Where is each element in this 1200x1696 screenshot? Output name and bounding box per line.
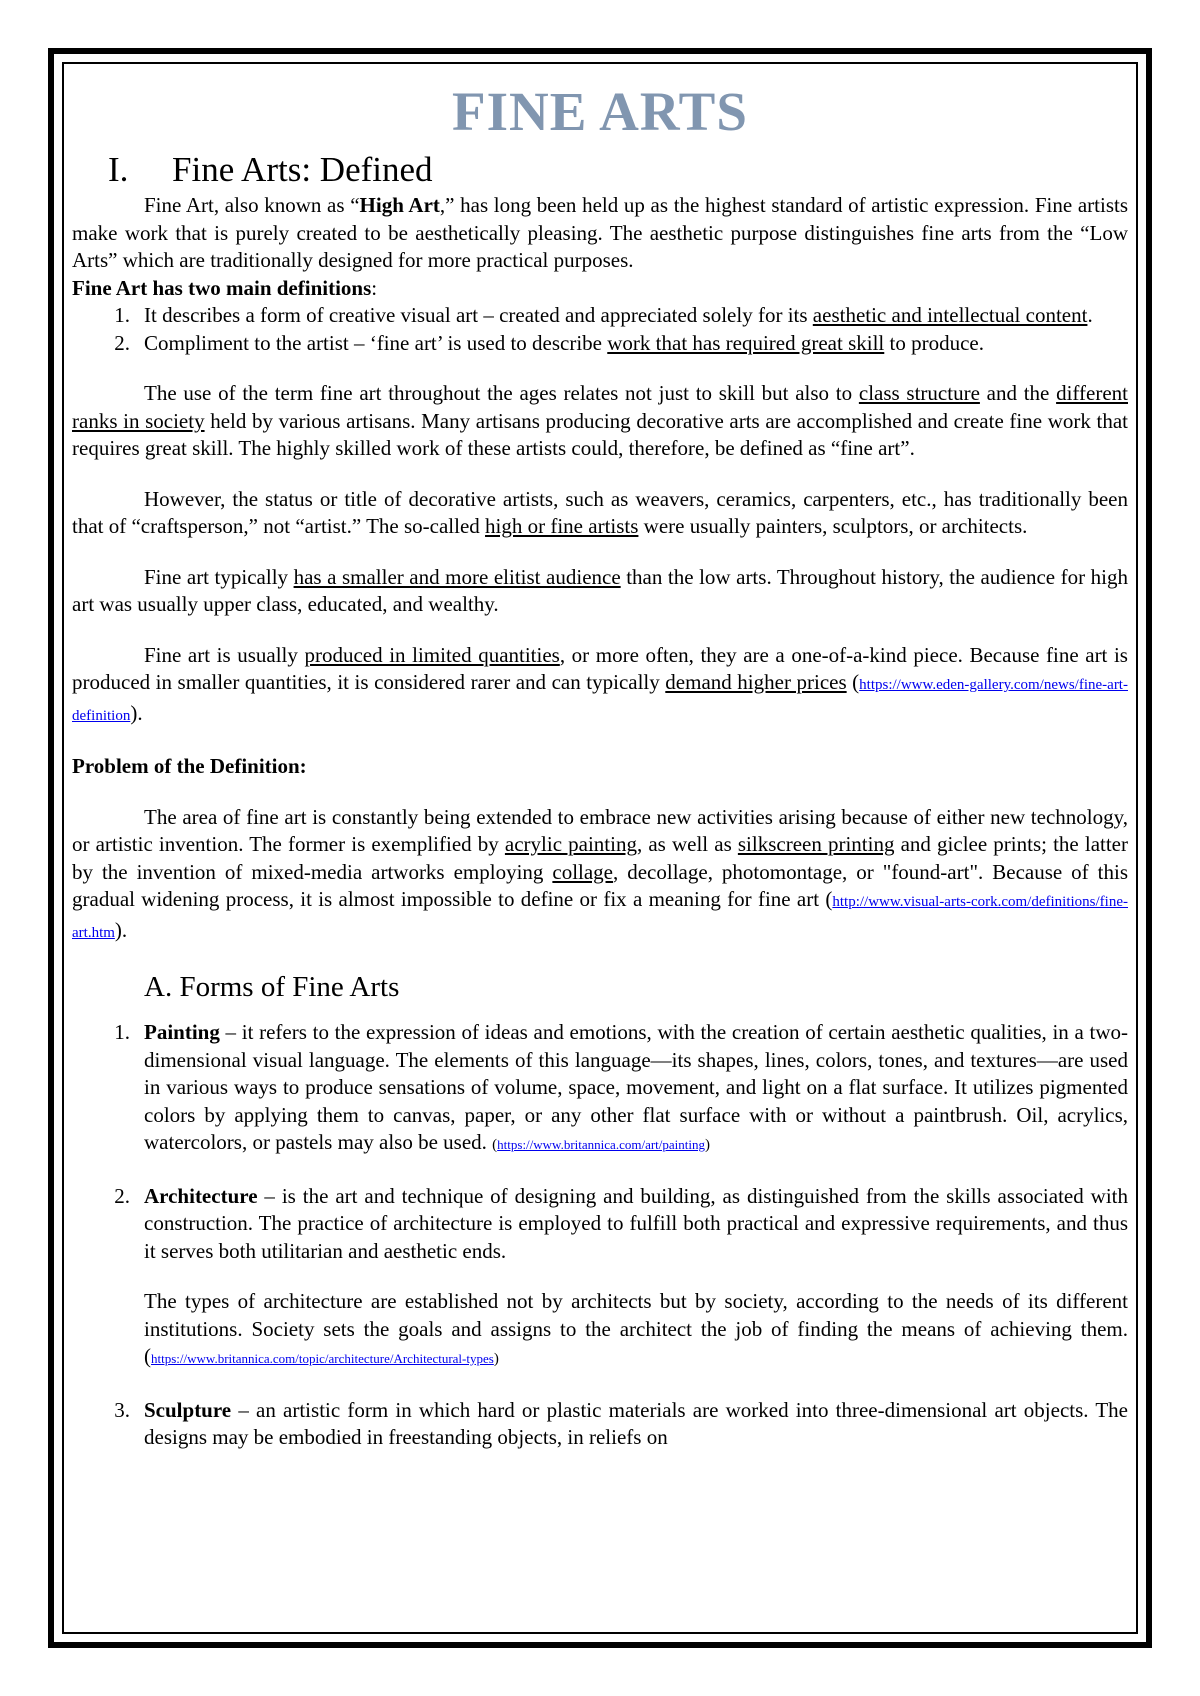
list-item-text [144,1397,1128,1452]
p2-underline-1: class structure [858,381,980,405]
p3-text-b: were usually painters, sculptors, or architects. [638,514,1028,538]
definitions-title [72,275,1128,303]
list-number: 3. [114,1397,130,1422]
list-item [72,330,1128,358]
p3-text-a: However, the status or title of decorative artists, such as weavers, ceramics, carpenters, etc., has traditionally been that of “craftsperson,” not “artist.” The so-called [72,486,1128,538]
def2-end: to produce. [884,330,984,355]
section-title: Fine Arts: Defined [172,150,433,189]
list-number: 2. [114,330,130,355]
forms-list-2 [72,1183,1128,1266]
p5-underline-1: produced in limited quantities [304,642,560,667]
document-title: FINE ARTS [452,81,748,142]
problem-paragraph [72,804,1128,948]
high-art-term: High Art [359,193,440,217]
class-structure-paragraph [72,380,1128,463]
visual-arts-cork-link[interactable]: http://www.visual-arts-cork.com/definitions/fine-art.htm [72,894,1128,941]
definitions-title-colon: : [371,275,378,300]
sculpture-text: – an artistic form in which hard or plastic materials are worked into three-dimensional art objects. The designs may be embodied in freestanding objects, in reliefs on [144,1397,1128,1449]
p2-underline-2: different ranks in society [72,381,1128,433]
p6-text-d: , decollage, photomontage, or "found-art". Because of this gradual widening process, it is almost impossible to define or fix a meaning for fine art ( [72,859,1128,911]
p6-underline-2: silkscreen printing [737,832,895,856]
forms-list-3 [72,1397,1128,1452]
p6-underline-1: acrylic painting [504,832,637,856]
def1-underline: aesthetic and intellectual content [812,303,1088,327]
problem-title [72,753,1128,781]
sculpture-term: Sculpture [144,1397,232,1422]
britannica-architecture-link[interactable]: https://www.britannica.com/topic/architecture/Architectural-types [151,1351,494,1366]
p3-underline: high or fine artists [485,514,639,538]
list-number: 1. [114,303,130,327]
list-number: 2. [114,1183,130,1208]
p4-text-a: Fine art typically [144,564,294,589]
definitions-list [72,302,1128,357]
craftsperson-paragraph [72,486,1128,541]
list-item-text [144,1019,1128,1160]
list-item-text [144,330,1128,358]
quantities-paragraph [72,642,1128,731]
p4-underline: has a smaller and more elitist audience [293,564,621,589]
intro-paragraph [72,192,1128,275]
def2-underline: work that has required great skill [607,330,885,355]
architecture-term: Architecture [144,1183,258,1208]
problem-title-text: Problem of the Definition: [72,754,307,778]
list-item [72,302,1128,330]
def1-text: It describes a form of creative visual art – created and appreciated solely for its [144,303,813,327]
section-heading [72,148,1128,192]
def1-end: . [1087,303,1093,327]
intro-text-a: Fine Art, also known as “ [144,193,360,217]
def2-text: Compliment to the artist – ‘fine art’ is used to describe [144,330,608,355]
p2-text-a: The use of the term fine art throughout the ages relates not just to skill but also to [144,381,859,405]
p6-underline-3: collage [552,859,614,884]
p5-text-a: Fine art is usually [144,642,305,667]
p2-text-b: and the [979,381,1057,405]
painting-link-close: ) [705,1137,710,1153]
forms-list [72,1019,1128,1160]
list-item [72,1019,1128,1160]
intro-text-b: ,” has long been held up as the highest standard of artistic expression. Fine artists make work that is purely created to be aesthetically pleasing. The aesthetic purpose distinguishes fine arts from the “Low Arts” which are traditionally designed for more practical purposes. [72,193,1128,272]
p6-text-b: , as well as [636,832,738,856]
section-number: I. [108,150,129,189]
eden-gallery-link[interactable]: https://www.eden-gallery.com/news/fine-art-definition [72,677,1128,724]
list-number: 1. [114,1020,130,1044]
p5-text-d: ). [130,700,143,725]
p6-text-c: and giclee prints; the latter by the invention of mixed-media artworks employing [72,832,1128,884]
architecture-types-paragraph [72,1288,1128,1374]
definitions-title-bold: Fine Art has two main definitions [72,275,372,300]
list-item [72,1183,1128,1266]
document-content [72,70,1128,1630]
architecture-text: – is the art and technique of designing and building, as distinguished from the skills associated with construction. The practice of architecture is employed to fulfill both practical and expressive requirements, and thus it serves both utilitarian and aesthetic ends. [144,1183,1128,1263]
architecture-types-text: The types of architecture are established not by architects but by society, according to the needs of its different institutions. Society sets the goals and assigns to the architect the job of finding the means of achieving them. ( [144,1289,1128,1368]
p5-text-b: , or more often, they are a one-of-a-kind piece. Because fine art is produced in smaller quantities, it is considered rarer and can typically [72,642,1128,694]
p6-text-e: ). [114,917,128,942]
audience-paragraph [72,564,1128,619]
architecture-link-close: ) [493,1351,499,1367]
p5-underline-2: demand higher prices [665,670,847,694]
painting-text: – it refers to the expression of ideas and emotions, with the creation of certain aesthetic qualities, in a two-dimensional visual language. The elements of this language—its shapes, lines, colors, tones, and textures—are used in various ways to produce sensations of volume, space, movement, and light on a flat surface. It utilizes pigmented colors by applying them to canvas, paper, or any other flat surface with or without a paintbrush. Oil, acrylics, watercolors, or pastels may also be used. [144,1020,1128,1154]
list-item [72,1397,1128,1452]
list-item-text [144,1183,1128,1266]
painting-link-open: ( [492,1137,498,1153]
painting-term: Painting [144,1020,220,1044]
list-item-text [144,302,1128,330]
p5-text-c: ( [846,670,860,694]
p4-text-b: than the low arts. Throughout history, the audience for high art was usually upper class, educated, and wealthy. [72,564,1128,616]
subsection-heading: A. Forms of Fine Arts [144,971,400,1003]
p2-text-c: held by various artisans. Many artisans producing decorative arts are accomplished and create fine work that requires great skill. The highly skilled work of these artists could, therefore, be defined as “fine art”. [72,408,1128,460]
p6-text-a: The area of fine art is constantly being extended to embrace new activities arising because of either new technology, or artistic invention. The former is exemplified by [72,804,1128,856]
britannica-painting-link[interactable]: https://www.britannica.com/art/painting [497,1137,705,1152]
